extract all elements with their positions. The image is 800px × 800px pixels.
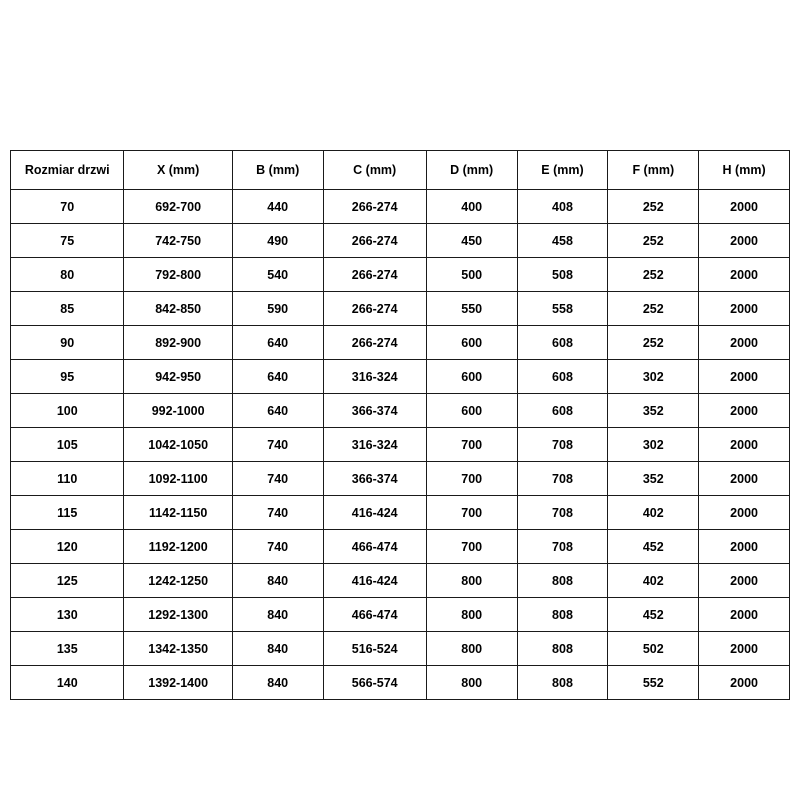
- table-row: [11, 258, 790, 292]
- column-header-rozmiar-drzwi: Rozmiar drzwi: [11, 151, 124, 190]
- cell-h: 2000: [699, 462, 790, 496]
- column-header-e: E (mm): [517, 151, 608, 190]
- table-row: [11, 292, 790, 326]
- cell-d: 600: [426, 394, 517, 428]
- cell-x: 1092-1100: [124, 462, 232, 496]
- cell-h: 2000: [699, 360, 790, 394]
- cell-h: 2000: [699, 190, 790, 224]
- cell-e: 608: [517, 394, 608, 428]
- cell-d: 700: [426, 530, 517, 564]
- cell-x: 742-750: [124, 224, 232, 258]
- table-row: [11, 666, 790, 700]
- cell-rozmiar-drzwi: 70: [11, 190, 124, 224]
- cell-h: 2000: [699, 224, 790, 258]
- cell-f: 252: [608, 258, 699, 292]
- table-row: [11, 394, 790, 428]
- table-row: [11, 564, 790, 598]
- cell-f: 252: [608, 190, 699, 224]
- cell-e: 708: [517, 496, 608, 530]
- cell-f: 402: [608, 496, 699, 530]
- cell-e: 608: [517, 326, 608, 360]
- cell-b: 640: [232, 360, 323, 394]
- cell-b: 440: [232, 190, 323, 224]
- cell-rozmiar-drzwi: 85: [11, 292, 124, 326]
- cell-rozmiar-drzwi: 80: [11, 258, 124, 292]
- cell-d: 600: [426, 326, 517, 360]
- cell-e: 708: [517, 428, 608, 462]
- cell-rozmiar-drzwi: 140: [11, 666, 124, 700]
- cell-c: 266-274: [323, 224, 426, 258]
- cell-e: 408: [517, 190, 608, 224]
- cell-c: 266-274: [323, 258, 426, 292]
- table-row: [11, 224, 790, 258]
- column-header-c: C (mm): [323, 151, 426, 190]
- cell-rozmiar-drzwi: 130: [11, 598, 124, 632]
- cell-x: 842-850: [124, 292, 232, 326]
- cell-c: 266-274: [323, 326, 426, 360]
- cell-f: 402: [608, 564, 699, 598]
- cell-h: 2000: [699, 258, 790, 292]
- cell-d: 700: [426, 428, 517, 462]
- cell-rozmiar-drzwi: 120: [11, 530, 124, 564]
- cell-b: 840: [232, 598, 323, 632]
- cell-d: 400: [426, 190, 517, 224]
- cell-rozmiar-drzwi: 100: [11, 394, 124, 428]
- cell-f: 552: [608, 666, 699, 700]
- cell-h: 2000: [699, 496, 790, 530]
- cell-c: 416-424: [323, 496, 426, 530]
- cell-e: 558: [517, 292, 608, 326]
- cell-c: 366-374: [323, 462, 426, 496]
- column-header-b: B (mm): [232, 151, 323, 190]
- cell-c: 466-474: [323, 598, 426, 632]
- cell-x: 692-700: [124, 190, 232, 224]
- cell-rozmiar-drzwi: 105: [11, 428, 124, 462]
- cell-x: 992-1000: [124, 394, 232, 428]
- cell-h: 2000: [699, 632, 790, 666]
- table-row: [11, 428, 790, 462]
- table-row: [11, 496, 790, 530]
- cell-e: 508: [517, 258, 608, 292]
- cell-d: 800: [426, 564, 517, 598]
- cell-b: 740: [232, 428, 323, 462]
- cell-h: 2000: [699, 292, 790, 326]
- cell-b: 640: [232, 326, 323, 360]
- cell-e: 458: [517, 224, 608, 258]
- table-row: [11, 462, 790, 496]
- cell-e: 808: [517, 632, 608, 666]
- cell-d: 800: [426, 598, 517, 632]
- cell-c: 316-324: [323, 360, 426, 394]
- cell-d: 700: [426, 496, 517, 530]
- cell-b: 740: [232, 462, 323, 496]
- cell-f: 452: [608, 598, 699, 632]
- cell-c: 366-374: [323, 394, 426, 428]
- cell-d: 600: [426, 360, 517, 394]
- cell-x: 1342-1350: [124, 632, 232, 666]
- cell-x: 1292-1300: [124, 598, 232, 632]
- cell-f: 502: [608, 632, 699, 666]
- cell-x: 792-800: [124, 258, 232, 292]
- cell-rozmiar-drzwi: 115: [11, 496, 124, 530]
- cell-c: 266-274: [323, 190, 426, 224]
- cell-rozmiar-drzwi: 75: [11, 224, 124, 258]
- cell-rozmiar-drzwi: 110: [11, 462, 124, 496]
- cell-b: 840: [232, 632, 323, 666]
- cell-h: 2000: [699, 394, 790, 428]
- door-size-spec-table: [10, 150, 790, 700]
- cell-d: 800: [426, 666, 517, 700]
- cell-x: 1242-1250: [124, 564, 232, 598]
- cell-x: 892-900: [124, 326, 232, 360]
- table-row: [11, 598, 790, 632]
- cell-x: 1042-1050: [124, 428, 232, 462]
- cell-f: 252: [608, 292, 699, 326]
- table-row: [11, 530, 790, 564]
- cell-x: 1192-1200: [124, 530, 232, 564]
- cell-rozmiar-drzwi: 95: [11, 360, 124, 394]
- cell-f: 352: [608, 462, 699, 496]
- cell-b: 840: [232, 666, 323, 700]
- cell-b: 740: [232, 496, 323, 530]
- cell-e: 708: [517, 530, 608, 564]
- cell-b: 490: [232, 224, 323, 258]
- cell-e: 608: [517, 360, 608, 394]
- column-header-h: H (mm): [699, 151, 790, 190]
- cell-d: 450: [426, 224, 517, 258]
- column-header-d: D (mm): [426, 151, 517, 190]
- table-header-row: [11, 151, 790, 190]
- cell-b: 540: [232, 258, 323, 292]
- table-row: [11, 632, 790, 666]
- cell-e: 808: [517, 598, 608, 632]
- cell-c: 566-574: [323, 666, 426, 700]
- cell-rozmiar-drzwi: 125: [11, 564, 124, 598]
- cell-f: 302: [608, 360, 699, 394]
- table-row: [11, 326, 790, 360]
- spec-table-container: [10, 150, 790, 700]
- cell-b: 740: [232, 530, 323, 564]
- cell-h: 2000: [699, 666, 790, 700]
- cell-d: 500: [426, 258, 517, 292]
- cell-x: 1392-1400: [124, 666, 232, 700]
- cell-d: 700: [426, 462, 517, 496]
- cell-h: 2000: [699, 428, 790, 462]
- table-row: [11, 360, 790, 394]
- cell-c: 516-524: [323, 632, 426, 666]
- cell-x: 942-950: [124, 360, 232, 394]
- cell-c: 266-274: [323, 292, 426, 326]
- cell-h: 2000: [699, 530, 790, 564]
- cell-c: 316-324: [323, 428, 426, 462]
- cell-e: 808: [517, 564, 608, 598]
- cell-rozmiar-drzwi: 135: [11, 632, 124, 666]
- cell-e: 808: [517, 666, 608, 700]
- cell-x: 1142-1150: [124, 496, 232, 530]
- cell-e: 708: [517, 462, 608, 496]
- cell-f: 302: [608, 428, 699, 462]
- cell-h: 2000: [699, 564, 790, 598]
- cell-h: 2000: [699, 598, 790, 632]
- cell-b: 590: [232, 292, 323, 326]
- cell-d: 550: [426, 292, 517, 326]
- cell-rozmiar-drzwi: 90: [11, 326, 124, 360]
- cell-d: 800: [426, 632, 517, 666]
- table-row: [11, 190, 790, 224]
- cell-f: 452: [608, 530, 699, 564]
- cell-c: 466-474: [323, 530, 426, 564]
- cell-b: 640: [232, 394, 323, 428]
- cell-c: 416-424: [323, 564, 426, 598]
- cell-f: 252: [608, 326, 699, 360]
- cell-f: 352: [608, 394, 699, 428]
- cell-h: 2000: [699, 326, 790, 360]
- cell-b: 840: [232, 564, 323, 598]
- column-header-f: F (mm): [608, 151, 699, 190]
- cell-f: 252: [608, 224, 699, 258]
- column-header-x: X (mm): [124, 151, 232, 190]
